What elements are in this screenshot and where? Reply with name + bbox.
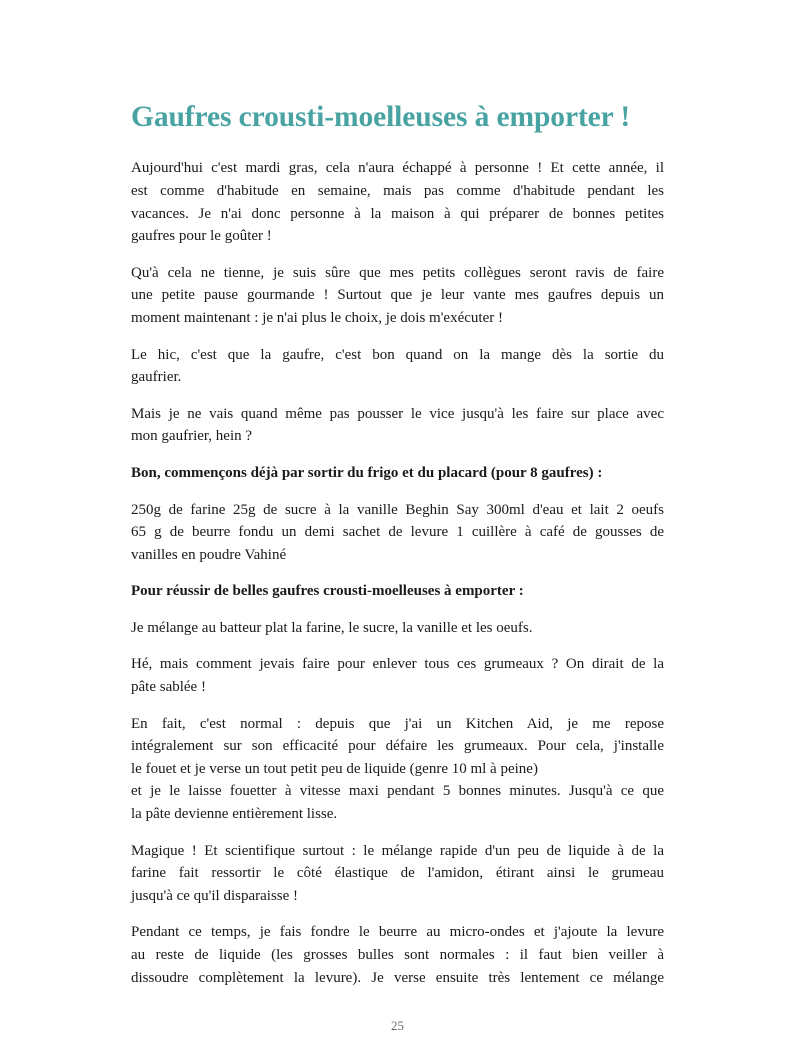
text-line: Bon, commençons déjà par sortir du frigo et du placard (pour 8 gaufres) : [131,464,603,481]
paragraph [131,403,664,448]
text-line: Qu'à cela ne tienne, je suis sûre que mes petits collègues seront ravis de faire [131,264,664,281]
text-line: et je le laisse fouetter à vitesse maxi pendant 5 bonnes minutes. Jusqu'à ce que [131,783,664,800]
text-line: jusqu'à ce qu'il disparaisse ! [131,887,299,904]
text-line: le fouet et je verse un tout petit peu de liquide (genre 10 ml à peine) [131,760,538,777]
paragraph [131,617,664,640]
text-line: gaufrier. [131,369,182,386]
paragraph [131,344,664,389]
text-line: 65 g de beurre fondu un demi sachet de levure 1 cuillère à café de gousses de [131,524,664,541]
paragraph [131,840,664,908]
text-line: Hé, mais comment jevais faire pour enlever tous ces grumeaux ? On dirait de la [131,656,664,673]
text-line: au reste de liquide (les grosses bulles sont normales : il faut bien veiller à [131,947,664,964]
text-line: Aujourd'hui c'est mardi gras, cela n'aura échappé à personne ! Et cette année, il [131,160,664,177]
text-line: vanilles en poudre Vahiné [131,546,287,563]
text-line: est comme d'habitude en semaine, mais pas comme d'habitude pendant les [131,182,664,199]
text-line: Je mélange au batteur plat la farine, le sucre, la vanille et les oeufs. [131,619,533,636]
document-page [131,100,664,1003]
paragraph [131,157,664,247]
text-line: la pâte devienne entièrement lisse. [131,806,338,823]
text-line: 250g de farine 25g de sucre à la vanille Beghin Say 300ml d'eau et lait 2 oeufs [131,501,664,518]
text-line: gaufres pour le goûter ! [131,228,272,245]
article-body [131,157,664,989]
paragraph [131,262,664,330]
page-title: Gaufres crousti-moelleuses à emporter ! [131,101,631,133]
text-line: Mais je ne vais quand même pas pousser le vice jusqu'à les faire sur place avec [131,405,664,422]
text-line: intégralement sur son efficacité pour défaire les grumeaux. Pour cela, j'installe [131,738,664,755]
paragraph [131,713,664,826]
text-line: dissoudre complètement la levure). Je verse ensuite très lentement ce mélange [131,969,664,986]
section-heading [131,580,664,603]
text-line: moment maintenant : je n'ai plus le choix, je dois m'exécuter ! [131,309,503,326]
section-heading [131,462,664,485]
text-line: pâte sablée ! [131,679,206,696]
text-line: Le hic, c'est que la gaufre, c'est bon quand on la mange dès la sortie du [131,346,664,363]
page-number: 25 [391,1018,404,1033]
text-line: Magique ! Et scientifique surtout : le mélange rapide d'un peu de liquide à de la [131,842,664,859]
text-line: vacances. Je n'ai donc personne à la maison à qui préparer de bonnes petites [131,205,664,222]
text-line: Pendant ce temps, je fais fondre le beurre au micro-ondes et j'ajoute la levure [131,924,664,941]
text-line: Pour réussir de belles gaufres crousti-moelleuses à emporter : [131,583,524,600]
paragraph [131,653,664,698]
text-line: farine fait ressortir le côté élastique de l'amidon, étirant ainsi le grumeau [131,865,664,882]
text-line: En fait, c'est normal : depuis que j'ai un Kitchen Aid, je me repose [131,715,664,732]
text-line: mon gaufrier, hein ? [131,428,253,445]
paragraph [131,499,664,567]
paragraph [131,921,664,989]
text-line: une petite pause gourmande ! Surtout que je leur vante mes gaufres depuis un [131,287,664,304]
